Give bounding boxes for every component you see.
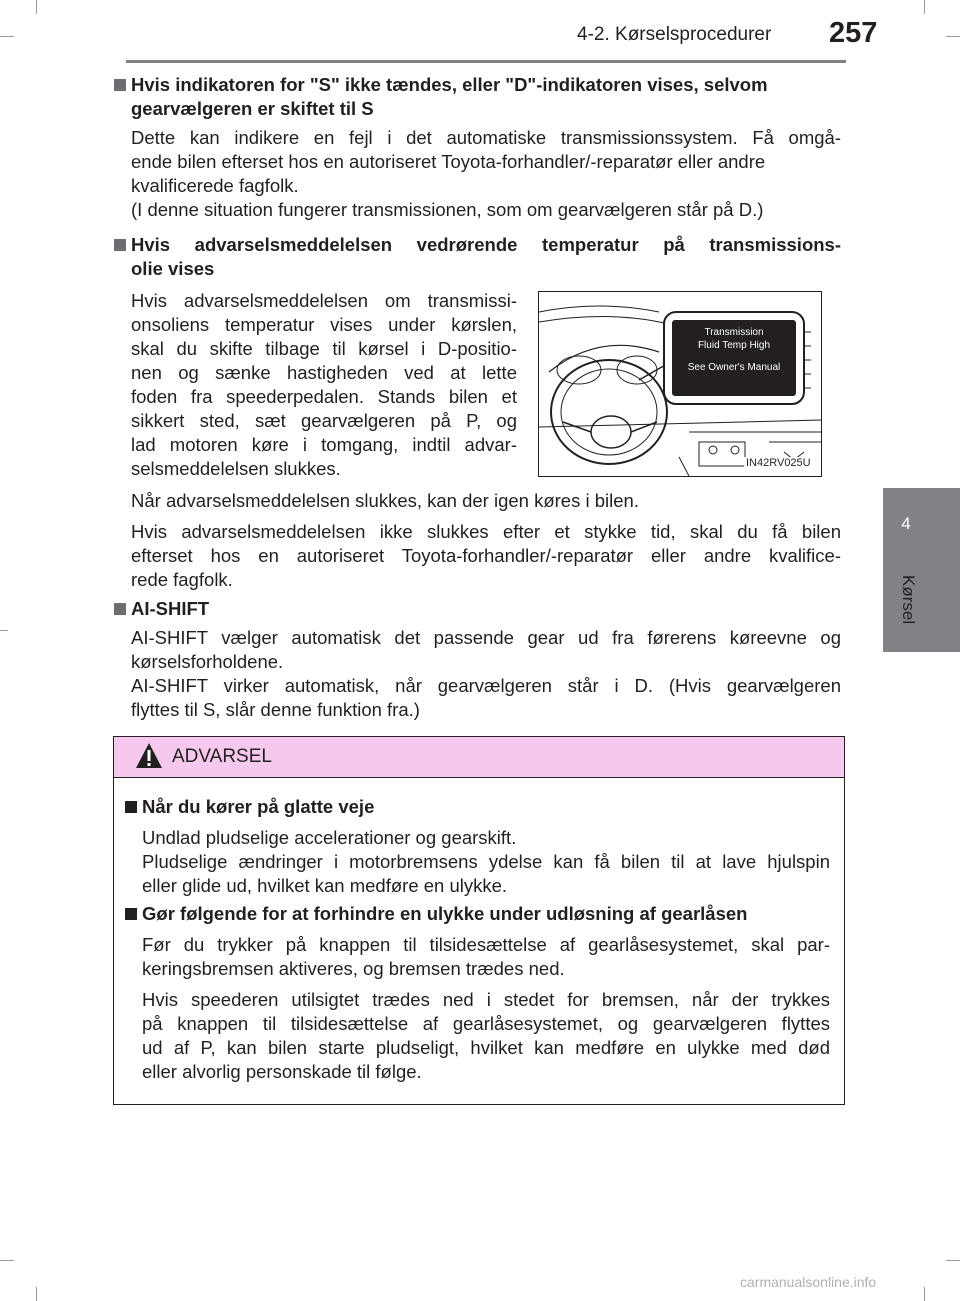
warning-header	[114, 737, 844, 778]
section-body-1	[131, 126, 841, 222]
watermark: carmanualsonline.info	[740, 1274, 877, 1290]
warning-item-heading-2: Gør følgende for at forhindre en ulykke under udløsning af gearlåsen	[142, 903, 748, 924]
display-line: See Owner's Manual	[687, 362, 781, 373]
crop-mark	[0, 630, 8, 631]
body-line: Pludselige ændringer i motorbremsens ydelse kan få bilen til at lave hjulspin	[142, 851, 830, 872]
warning-bullet	[125, 801, 137, 813]
figure-code: IN42RV025U	[746, 457, 811, 469]
body-line: ud af P, kan bilen starte pludseligt, hvilket kan medføre en ulykke med død	[142, 1037, 830, 1058]
chapter-label-container	[888, 575, 928, 655]
body-line: selsmeddelelsen slukkes.	[131, 458, 341, 479]
display-message	[672, 326, 796, 374]
body-line: Hvis advarselsmeddelelsen om transmissi-	[131, 290, 517, 311]
section-body-2b	[131, 489, 841, 513]
body-line: keringsbremsen aktiveres, og bremsen trædes ned.	[142, 958, 565, 979]
crop-mark	[0, 36, 14, 37]
body-line: Hvis advarselsmeddelelsen ikke slukkes efter et stykke tid, skal du få bilen	[131, 521, 841, 542]
body-line: på knappen til tilsidesættelse af gearlåsesystemet, og gearvælgeren flyttes	[142, 1013, 830, 1034]
body-line: ende bilen efterset hos en autoriseret Toyota-forhandler/-reparatør eller andre	[131, 151, 766, 172]
body-line: flyttes til S, slår denne funktion fra.)	[131, 699, 420, 720]
body-line: efterset hos en autoriseret Toyota-forhandler/-reparatør eller andre kvalifice-	[131, 545, 841, 566]
warning-item-body-1	[142, 826, 830, 898]
body-line: sikkert sted, sæt gearvælgeren på P, og	[131, 410, 517, 431]
body-line: AI-SHIFT virker automatisk, når gearvælgeren står i D. (Hvis gearvælgeren	[131, 675, 841, 696]
body-line: (I denne situation fungerer transmissionen, som om gearvælgeren står på D.)	[131, 199, 764, 220]
body-line: skal du skifte tilbage til kørsel i D-positio-	[131, 338, 517, 359]
section-bullet	[114, 603, 126, 615]
body-line: AI-SHIFT vælger automatisk det passende gear ud fra førerens køreevne og	[131, 627, 841, 648]
chapter-label: Kørsel	[899, 575, 918, 625]
crop-mark	[946, 1260, 960, 1261]
body-line: nen og sænke hastigheden ved at lette	[131, 362, 517, 383]
body-line: kvalificerede fagfolk.	[131, 175, 299, 196]
body-line: onsoliens temperatur vises under kørslen,	[131, 314, 517, 335]
body-line: Undlad pludselige accelerationer og gearskift.	[142, 827, 517, 848]
section-bullet	[114, 239, 126, 251]
dashboard-warning-illustration	[538, 291, 822, 477]
heading-line: Hvis indikatoren for "S" ikke tændes, eller "D"-indikatoren vises, selvom	[131, 74, 768, 95]
warning-item-body-2b	[142, 988, 830, 1084]
crop-mark	[924, 1287, 925, 1301]
body-line: Når advarselsmeddelelsen slukkes, kan der igen køres i bilen.	[131, 490, 639, 511]
body-line: eller alvorlig personskade til følge.	[142, 1061, 422, 1082]
page-number: 257	[829, 17, 878, 49]
section-heading-1	[131, 73, 846, 121]
body-line: rede fagfolk.	[131, 569, 233, 590]
section-body-2c	[131, 520, 841, 592]
heading-line: Hvis advarselsmeddelelsen vedrørende temperatur på transmissions-	[131, 234, 841, 255]
crop-mark	[36, 0, 37, 14]
heading-line: olie vises	[131, 258, 215, 279]
body-line: foden fra speederpedalen. Stands bilen et	[131, 386, 517, 407]
header-divider	[126, 60, 846, 63]
warning-box	[113, 736, 845, 1105]
chapter-number: 4	[901, 514, 911, 533]
body-line: kørselsforholdene.	[131, 651, 284, 672]
warning-bullet	[125, 908, 137, 920]
display-line: Transmission	[704, 327, 764, 338]
body-line: Hvis speederen utilsigtet trædes ned i stedet for bremsen, når der trykkes	[142, 989, 830, 1010]
body-line: Før du trykker på knappen til tilsidesættelse af gearlåsesystemet, skal par-	[142, 934, 830, 955]
crop-mark	[946, 36, 960, 37]
warning-title: ADVARSEL	[172, 746, 272, 767]
warning-item-heading-1: Når du kører på glatte veje	[142, 796, 375, 817]
body-line: Dette kan indikere en fejl i det automatiske transmissionssystem. Få omgå-	[131, 127, 841, 148]
warning-item-body-2a	[142, 933, 830, 981]
body-line: eller glide ud, hvilket kan medføre en ulykke.	[142, 875, 508, 896]
section-body-3	[131, 626, 841, 722]
heading-line: AI-SHIFT	[131, 598, 210, 619]
crop-mark	[924, 0, 925, 14]
section-bullet	[114, 79, 126, 91]
crop-mark	[0, 1260, 14, 1261]
warning-triangle-icon	[134, 741, 164, 771]
section-heading-3	[131, 597, 841, 621]
section-heading-2	[131, 233, 841, 281]
header-section-title: 4-2. Kørselsprocedurer	[577, 24, 772, 45]
heading-line: gearvælgeren er skiftet til S	[131, 98, 374, 119]
crop-mark	[36, 1287, 37, 1301]
body-line: lad motoren køre i tomgang, indtil advar-	[131, 434, 517, 455]
dashboard-drawing	[539, 292, 821, 476]
display-line: Fluid Temp High	[697, 340, 771, 351]
section-body-2	[131, 289, 517, 481]
